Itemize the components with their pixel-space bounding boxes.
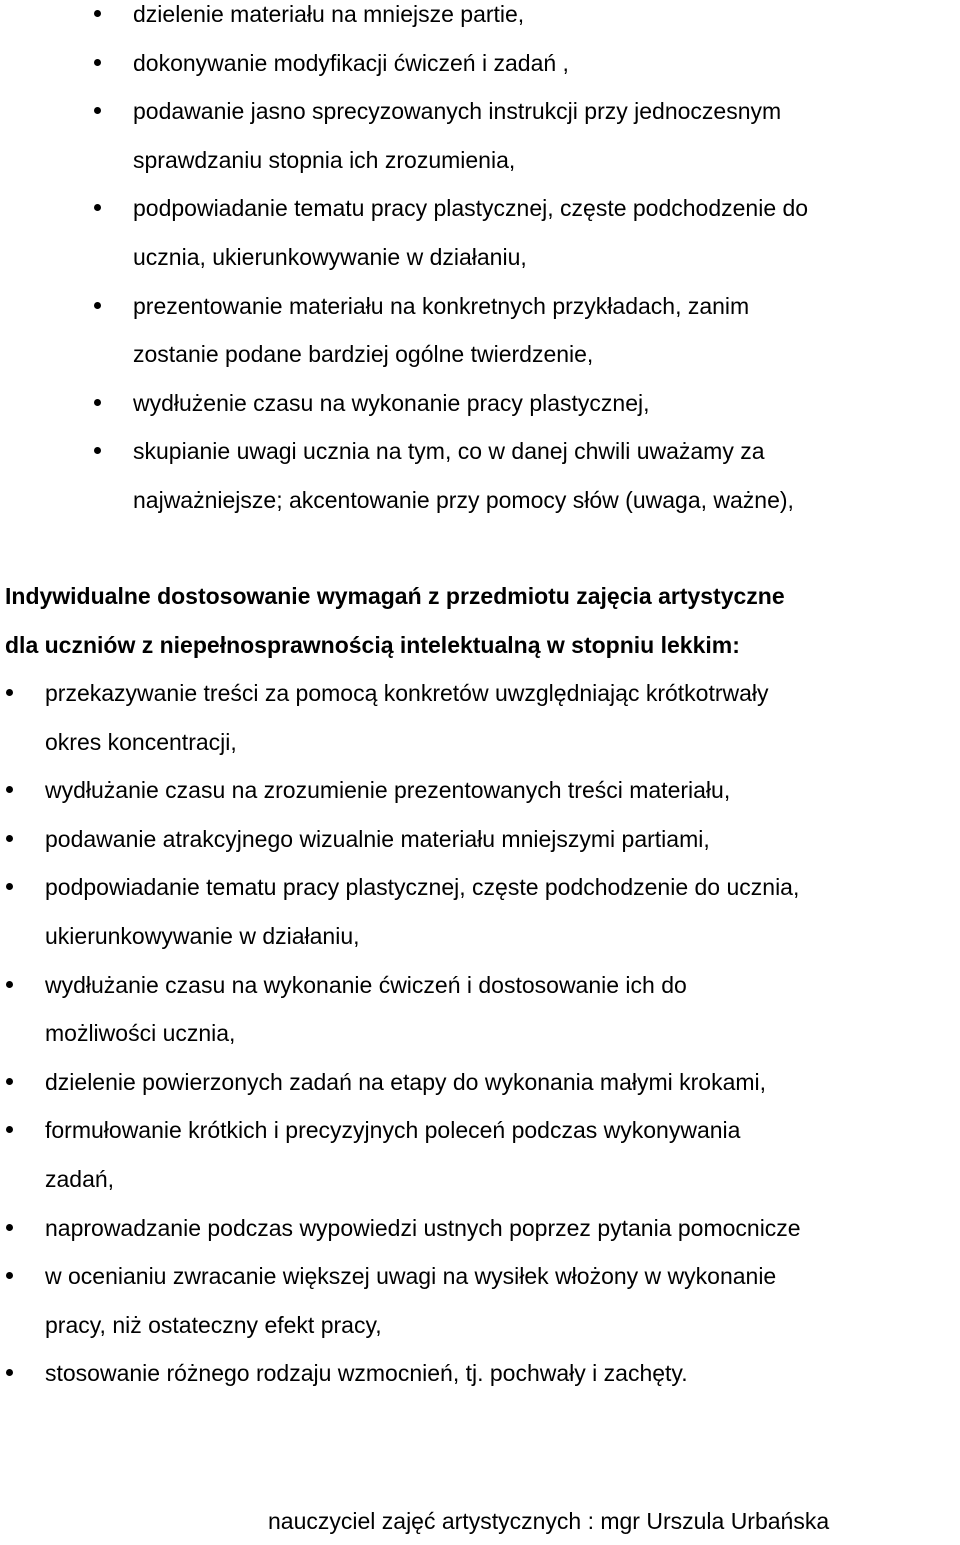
list-item xyxy=(0,669,801,718)
bullet-icon xyxy=(6,1126,13,1133)
list-item-text: ukierunkowywanie w działaniu, xyxy=(45,922,360,949)
bullet-icon xyxy=(94,204,101,211)
bullet-list-intellectual-disability xyxy=(0,669,801,1398)
list-item xyxy=(0,961,801,1010)
list-item-continuation xyxy=(0,1301,801,1350)
list-item-text: stosowanie różnego rodzaju wzmocnień, tj. pochwały i zachęty. xyxy=(45,1360,688,1387)
list-item xyxy=(0,87,808,136)
list-item-text: wydłużanie czasu na wykonanie ćwiczeń i dostosowanie ich do xyxy=(45,971,687,998)
list-item-text: okres koncentracji, xyxy=(45,728,237,755)
bullet-icon xyxy=(6,981,13,988)
list-item-text: prezentowanie materiału na konkretnych przykładach, zanim xyxy=(133,292,750,319)
list-item xyxy=(0,0,808,39)
list-item-text: możliwości ucznia, xyxy=(45,1020,236,1047)
bullet-icon xyxy=(6,786,13,793)
list-item xyxy=(0,766,801,815)
bullet-icon xyxy=(6,883,13,890)
list-item-continuation xyxy=(0,136,808,185)
list-item xyxy=(0,1252,801,1301)
list-item-text: dzielenie powierzonych zadań na etapy do wykonania małymi krokami, xyxy=(45,1068,767,1095)
list-item-text: podawanie atrakcyjnego wizualnie materiału mniejszymi partiami, xyxy=(45,825,710,852)
bullet-icon xyxy=(94,59,101,66)
list-item xyxy=(0,282,808,331)
bullet-icon xyxy=(94,447,101,454)
section-heading xyxy=(5,572,785,669)
list-item-text: dzielenie materiału na mniejsze partie, xyxy=(133,1,525,27)
list-item xyxy=(0,427,808,476)
bullet-icon xyxy=(94,107,101,114)
bullet-icon xyxy=(6,835,13,842)
list-item-text: podpowiadanie tematu pracy plastycznej, częste podchodzenie do ucznia, xyxy=(45,874,800,901)
list-item-text: ucznia, ukierunkowywanie w działaniu, xyxy=(133,243,527,270)
list-item xyxy=(0,184,808,233)
bullet-icon xyxy=(6,1224,13,1231)
bullet-icon xyxy=(6,1369,13,1376)
list-item xyxy=(0,379,808,428)
bullet-icon xyxy=(6,1272,13,1279)
list-item xyxy=(0,39,808,88)
bullet-icon xyxy=(94,10,101,17)
list-item-continuation xyxy=(0,476,808,525)
section-heading-line: dla uczniów z niepełnosprawnością intelektualną w stopniu lekkim: xyxy=(5,631,740,658)
bullet-list-general xyxy=(0,0,808,525)
list-item-text: skupianie uwagi ucznia na tym, co w danej chwili uważamy za xyxy=(133,438,765,465)
bullet-icon xyxy=(6,1078,13,1085)
list-item-text: wydłużenie czasu na wykonanie pracy plastycznej, xyxy=(133,389,650,416)
section-heading-line: Indywidualne dostosowanie wymagań z przedmiotu zajęcia artystyczne xyxy=(5,583,785,609)
list-item-continuation xyxy=(0,330,808,379)
list-item-text: wydłużanie czasu na zrozumienie prezentowanych treści materiału, xyxy=(45,777,731,804)
list-item-continuation xyxy=(0,718,801,767)
list-item-continuation xyxy=(0,912,801,961)
teacher-signature: nauczyciel zajęć artystycznych : mgr Urszula Urbańska xyxy=(268,1508,830,1534)
list-item-text: sprawdzaniu stopnia ich zrozumienia, xyxy=(133,146,516,173)
list-item-text: najważniejsze; akcentowanie przy pomocy słów (uwaga, ważne), xyxy=(133,486,794,513)
bullet-icon xyxy=(6,689,13,696)
list-item xyxy=(0,1058,801,1107)
list-item-text: pracy, niż ostateczny efekt pracy, xyxy=(45,1311,382,1338)
list-item-text: formułowanie krótkich i precyzyjnych poleceń podczas wykonywania xyxy=(45,1117,741,1144)
list-item xyxy=(0,1349,801,1398)
list-item-continuation xyxy=(0,1009,801,1058)
list-item-text: zadań, xyxy=(45,1165,115,1192)
list-item xyxy=(0,815,801,864)
list-item xyxy=(0,1204,801,1253)
list-item-text: zostanie podane bardziej ogólne twierdzenie, xyxy=(133,341,594,368)
bullet-icon xyxy=(94,399,101,406)
bullet-icon xyxy=(94,302,101,309)
list-item-continuation xyxy=(0,233,808,282)
list-item xyxy=(0,863,801,912)
list-item-text: w ocenianiu zwracanie większej uwagi na wysiłek włożony w wykonanie xyxy=(45,1263,777,1290)
list-item-continuation xyxy=(0,1155,801,1204)
list-item-text: podpowiadanie tematu pracy plastycznej, częste podchodzenie do xyxy=(133,195,809,222)
list-item-text: dokonywanie modyfikacji ćwiczeń i zadań , xyxy=(133,49,569,76)
list-item xyxy=(0,1106,801,1155)
list-item-text: podawanie jasno sprecyzowanych instrukcji przy jednoczesnym xyxy=(133,98,782,125)
list-item-text: naprowadzanie podczas wypowiedzi ustnych poprzez pytania pomocnicze xyxy=(45,1214,801,1241)
list-item-text: przekazywanie treści za pomocą konkretów uwzględniając krótkotrwały xyxy=(45,680,769,706)
